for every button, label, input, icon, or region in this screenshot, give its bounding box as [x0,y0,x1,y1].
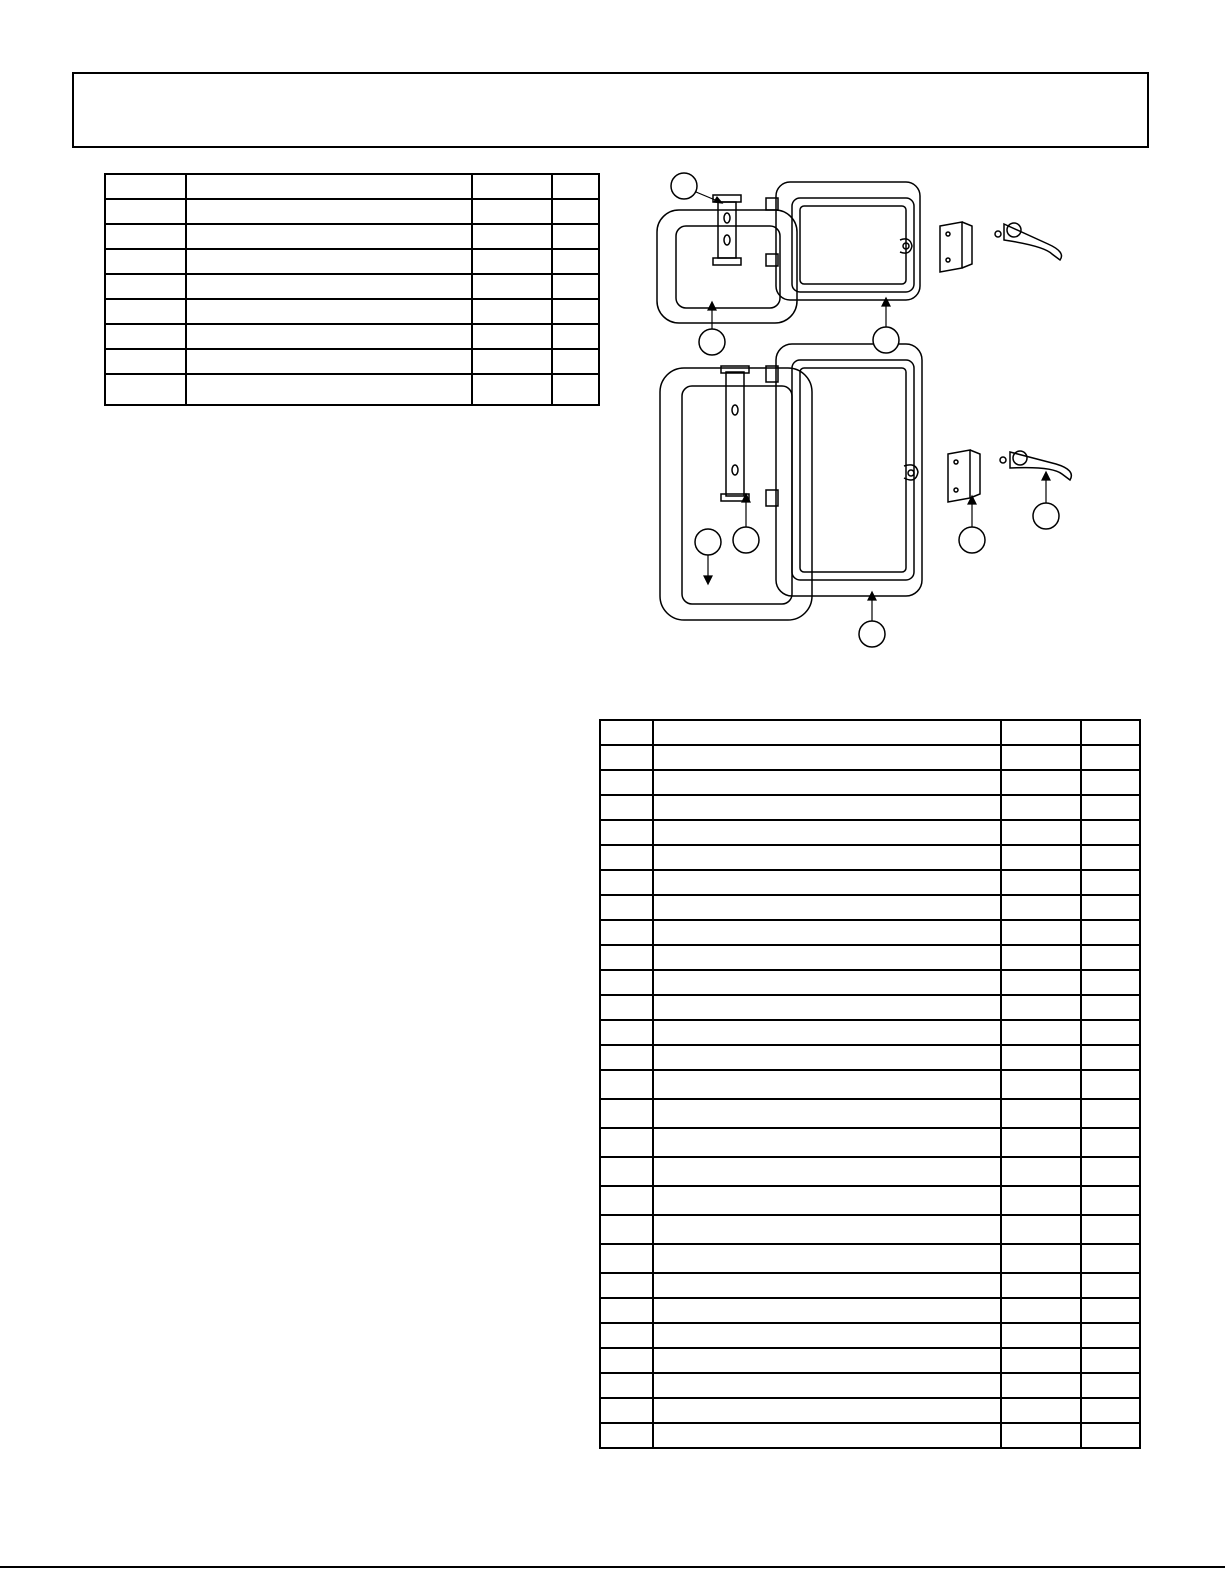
table-cell [552,224,599,249]
table-row [600,1215,1140,1244]
table-cell [653,1070,1001,1099]
table-row [600,1099,1140,1128]
table-cell [600,1244,653,1273]
table-cell [600,1298,653,1323]
table-cell [186,199,472,224]
table-cell [1081,1423,1140,1448]
table-cell [186,274,472,299]
table-cell [1001,1215,1081,1244]
header-box [72,72,1149,148]
table-cell [600,820,653,845]
table-cell [1081,1099,1140,1128]
table-cell [1081,1398,1140,1423]
table-cell [472,224,552,249]
table-cell [600,1157,653,1186]
table-cell [1001,1020,1081,1045]
callout-circle [959,527,985,553]
table-row [105,374,599,405]
table-cell [105,174,186,199]
table-cell [1001,1045,1081,1070]
table-cell [1001,1128,1081,1157]
table-cell [653,1244,1001,1273]
table-cell [653,895,1001,920]
table-row [600,1423,1140,1448]
table-cell [1081,920,1140,945]
table-cell [653,745,1001,770]
table-row [600,1373,1140,1398]
table-cell [653,770,1001,795]
table-row [600,745,1140,770]
table-cell [600,795,653,820]
table-cell [653,1020,1001,1045]
table-cell [653,1273,1001,1298]
table-cell [1081,1128,1140,1157]
table-cell [1081,745,1140,770]
table-cell [600,870,653,895]
table-cell [1001,820,1081,845]
table-cell [600,1099,653,1128]
table-cell [1001,895,1081,920]
callout-circle [859,621,885,647]
table-cell [600,895,653,920]
table-row [600,1128,1140,1157]
table-cell [105,324,186,349]
table-row [600,870,1140,895]
table-cell [600,1070,653,1099]
table-cell [1081,1323,1140,1348]
table-cell [600,1186,653,1215]
table-cell [1001,1398,1081,1423]
table-cell [1081,945,1140,970]
table-cell [1081,1045,1140,1070]
table-cell [653,820,1001,845]
table-cell [472,324,552,349]
table-cell [1081,820,1140,845]
table-cell [1081,1157,1140,1186]
table-cell [1081,770,1140,795]
table-cell [105,224,186,249]
table-cell [1081,870,1140,895]
callout-circle [1033,503,1059,529]
table-cell [1001,945,1081,970]
callout-circle [695,529,721,555]
table-cell [600,720,653,745]
table-row [105,324,599,349]
table-cell [472,199,552,224]
table-cell [1081,845,1140,870]
table-cell [1081,1298,1140,1323]
table-row [600,1298,1140,1323]
table-cell [653,995,1001,1020]
table-cell [653,870,1001,895]
table-cell [186,249,472,274]
table-cell [1081,1273,1140,1298]
table-cell [653,1045,1001,1070]
table-cell [186,224,472,249]
table-cell [105,249,186,274]
table-cell [1081,895,1140,920]
table-cell [600,1128,653,1157]
table-cell [472,374,552,405]
callout-circle [699,329,725,355]
table-row [105,249,599,274]
table-cell [600,770,653,795]
table-cell [1081,995,1140,1020]
table-cell [1001,1423,1081,1448]
table-cell [600,1045,653,1070]
table-cell [1001,770,1081,795]
table-cell [105,349,186,374]
table-cell [105,199,186,224]
table-cell [1001,1244,1081,1273]
table-cell [1001,1070,1081,1099]
table-cell [552,274,599,299]
table-row [600,970,1140,995]
table-cell [1001,1186,1081,1215]
bottom-latch-plate [948,450,980,502]
footer-rule [0,1566,1225,1568]
table-cell [105,374,186,405]
table-cell [1001,1373,1081,1398]
table-cell [552,299,599,324]
table-cell [653,970,1001,995]
parts-table-bottom [599,719,1141,1449]
top-hinge-bracket [713,195,741,265]
table-row [600,920,1140,945]
table-cell [600,1398,653,1423]
table-cell [472,349,552,374]
table-cell [552,349,599,374]
table-row [105,174,599,199]
table-cell [600,1273,653,1298]
callout-circle [733,527,759,553]
table-cell [552,374,599,405]
table-cell [1001,720,1081,745]
table-cell [1001,970,1081,995]
table-cell [653,1157,1001,1186]
table-cell [653,945,1001,970]
table-cell [186,174,472,199]
table-cell [653,1128,1001,1157]
table-row [600,820,1140,845]
table-cell [600,1423,653,1448]
parts-table-top [104,173,600,406]
table-cell [186,349,472,374]
table-cell [472,174,552,199]
table-cell [653,1298,1001,1323]
table-cell [653,1215,1001,1244]
table-cell [1081,720,1140,745]
table-cell [1081,970,1140,995]
table-row [105,349,599,374]
table-cell [472,299,552,324]
table-row [600,845,1140,870]
table-cell [1001,1099,1081,1128]
table-cell [600,1323,653,1348]
table-cell [600,945,653,970]
table-row [600,1157,1140,1186]
table-cell [1001,1157,1081,1186]
table-row [600,1273,1140,1298]
table-cell [1001,920,1081,945]
table-cell [653,1348,1001,1373]
bottom-door-panel [766,344,922,596]
table-row [600,795,1140,820]
table-cell [186,324,472,349]
table-cell [1081,1215,1140,1244]
table-cell [600,920,653,945]
table-row [600,1020,1140,1045]
callout-circle [873,327,899,353]
table-cell [653,845,1001,870]
table-cell [1081,1020,1140,1045]
table-cell [653,1323,1001,1348]
table-cell [1001,845,1081,870]
table-row [600,1398,1140,1423]
table-cell [653,795,1001,820]
table-cell [552,324,599,349]
table-cell [653,720,1001,745]
bottom-latch-arm [1000,451,1071,480]
top-latch-plate [940,222,972,272]
table-row [105,224,599,249]
table-row [105,299,599,324]
table-row [600,770,1140,795]
table-cell [653,920,1001,945]
table-row [600,1244,1140,1273]
table-cell [600,995,653,1020]
table-cell [1001,1348,1081,1373]
table-row [600,1070,1140,1099]
table-cell [1081,1348,1140,1373]
table-row [105,274,599,299]
table-cell [186,374,472,405]
table-cell [1081,1070,1140,1099]
table-row [600,720,1140,745]
table-cell [600,845,653,870]
table-cell [552,174,599,199]
table-cell [600,1215,653,1244]
table-cell [1081,1373,1140,1398]
table-cell [1001,795,1081,820]
table-row [600,1348,1140,1373]
table-cell [472,274,552,299]
table-cell [653,1398,1001,1423]
callout-circle [671,173,697,199]
table-cell [1001,1298,1081,1323]
table-cell [653,1099,1001,1128]
table-cell [1081,795,1140,820]
table-row [600,1045,1140,1070]
top-door-panel [766,182,920,300]
table-cell [552,199,599,224]
table-cell [105,274,186,299]
table-cell [600,1348,653,1373]
table-cell [186,299,472,324]
table-cell [653,1373,1001,1398]
table-cell [1001,745,1081,770]
top-latch-arm [995,223,1062,260]
table-cell [600,1373,653,1398]
table-cell [600,970,653,995]
table-row [600,1323,1140,1348]
table-cell [1081,1244,1140,1273]
table-cell [653,1423,1001,1448]
table-cell [1081,1186,1140,1215]
table-row [600,945,1140,970]
table-row [600,895,1140,920]
exploded-parts-diagram [600,160,1120,660]
table-cell [600,745,653,770]
table-cell [653,1186,1001,1215]
table-row [600,1186,1140,1215]
table-cell [472,249,552,274]
table-cell [1001,1323,1081,1348]
table-row [105,199,599,224]
table-cell [600,1020,653,1045]
table-cell [1001,995,1081,1020]
table-row [600,995,1140,1020]
table-cell [105,299,186,324]
table-cell [1001,870,1081,895]
table-cell [1001,1273,1081,1298]
table-cell [552,249,599,274]
